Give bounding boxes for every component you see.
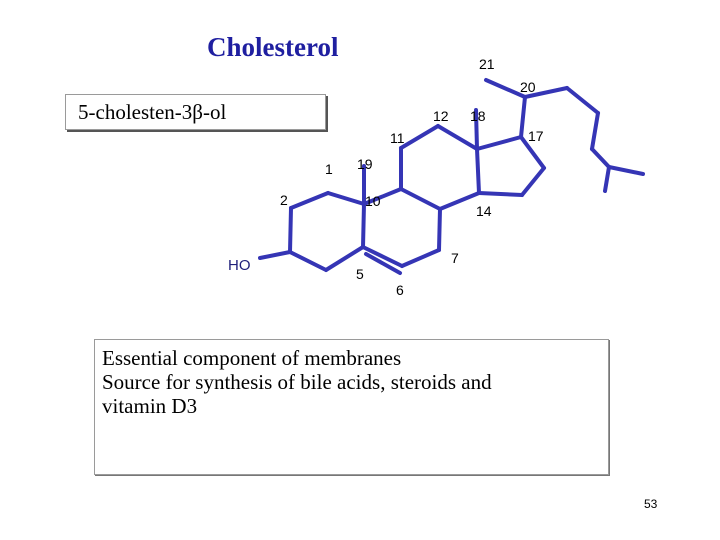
description-line-2: Source for synthesis of bile acids, steroids and [102, 370, 492, 394]
slide-title: Cholesterol [207, 32, 339, 62]
carbon-label-11: 11 [390, 130, 405, 146]
carbon-label-5: 5 [356, 266, 364, 282]
bond-c23-c24 [592, 113, 598, 149]
bond-c8-c9 [401, 189, 440, 209]
systematic-name: 5-cholesten-3β-ol [78, 100, 227, 124]
bond-c14-c8 [440, 193, 479, 209]
ring-a [260, 193, 364, 270]
description-box [94, 339, 609, 475]
bond-c2-c3 [290, 208, 291, 252]
carbon-label-10: 10 [365, 193, 381, 209]
page-number: 53 [644, 497, 658, 511]
hydroxyl-label: HO [228, 257, 251, 274]
bond-c17-c20 [521, 97, 525, 137]
bond-c15-c14 [479, 193, 522, 195]
bond-c24-c25 [592, 149, 609, 167]
side-chain [486, 80, 643, 191]
bond-c12-c13 [438, 126, 477, 149]
carbon-label-6: 6 [396, 282, 404, 298]
carbon-label-14: 14 [476, 203, 492, 219]
carbon-label-1: 1 [325, 161, 333, 177]
bond-c10-c1 [328, 193, 364, 204]
bond-c22-c23 [567, 88, 598, 113]
carbon-label-18: 18 [470, 108, 486, 124]
bond-c7-c8 [439, 209, 440, 250]
bond-c6-c7 [402, 250, 439, 266]
bond-c25-c26 [609, 167, 643, 174]
carbon-label-12: 12 [433, 108, 449, 124]
bond-c11-c12 [401, 126, 438, 148]
bond-c13-c14 [477, 149, 479, 193]
bond-c13-c17 [477, 137, 521, 149]
bond-c5-c10 [363, 204, 364, 247]
bond-c3-c4 [290, 252, 326, 270]
bond-c3-oh [260, 252, 290, 258]
carbon-label-20: 20 [520, 79, 536, 95]
description-line-3: vitamin D3 [102, 394, 198, 418]
bond-c25-c27 [605, 167, 609, 191]
carbon-label-2: 2 [280, 192, 288, 208]
carbon-label-21: 21 [479, 56, 495, 72]
ring-d [477, 137, 544, 195]
bond-c1-c2 [291, 193, 328, 208]
bond-c16-c15 [522, 168, 544, 195]
carbon-label-19: 19 [357, 156, 373, 172]
carbon-label-17: 17 [528, 128, 544, 144]
carbon-label-7: 7 [451, 250, 459, 266]
description-line-1: Essential component of membranes [102, 346, 402, 370]
